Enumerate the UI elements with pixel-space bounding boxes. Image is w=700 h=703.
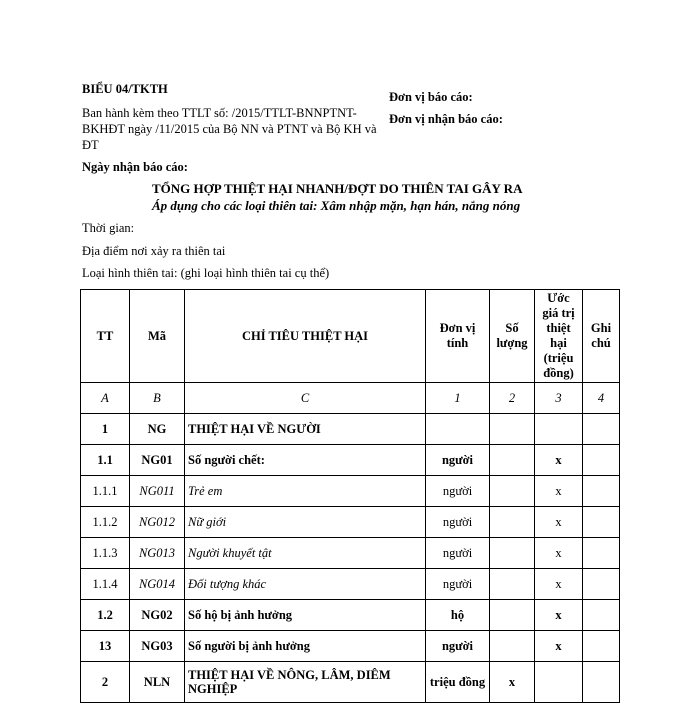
row-note bbox=[583, 507, 620, 538]
table-row bbox=[81, 476, 620, 507]
table-row bbox=[81, 600, 620, 631]
row-tt: 2 bbox=[81, 662, 130, 703]
column-header: Đơn vị tính bbox=[426, 290, 490, 383]
table-row bbox=[81, 445, 620, 476]
time-line: Thời gian: bbox=[82, 221, 135, 235]
column-header: Mã bbox=[130, 290, 185, 383]
row-quantity bbox=[490, 600, 535, 631]
table-row bbox=[81, 507, 620, 538]
column-header: Số lượng bbox=[490, 290, 535, 383]
row-quantity bbox=[490, 476, 535, 507]
row-value bbox=[535, 414, 583, 445]
row-code: NLN bbox=[130, 662, 185, 703]
table-row bbox=[81, 569, 620, 600]
table-row bbox=[81, 631, 620, 662]
column-letter: B bbox=[130, 383, 185, 414]
row-quantity bbox=[490, 445, 535, 476]
table-body bbox=[81, 290, 620, 703]
disaster-type-line: Loại hình thiên tai: (ghi loại hình thiên tai cụ thể) bbox=[82, 266, 330, 280]
row-code: NG014 bbox=[130, 569, 185, 600]
row-unit: người bbox=[426, 476, 490, 507]
row-code: NG02 bbox=[130, 600, 185, 631]
row-quantity bbox=[490, 507, 535, 538]
column-letter: 3 bbox=[535, 383, 583, 414]
row-quantity: x bbox=[490, 662, 535, 703]
row-quantity bbox=[490, 538, 535, 569]
damage-table bbox=[80, 289, 620, 703]
row-quantity bbox=[490, 569, 535, 600]
column-letter: 1 bbox=[426, 383, 490, 414]
column-letter: 2 bbox=[490, 383, 535, 414]
row-note bbox=[583, 662, 620, 703]
row-name: Số người chết: bbox=[185, 445, 426, 476]
row-code: NG011 bbox=[130, 476, 185, 507]
row-name: THIỆT HẠI VỀ NGƯỜI bbox=[185, 414, 426, 445]
row-tt: 1.1.1 bbox=[81, 476, 130, 507]
column-letter-row bbox=[81, 383, 620, 414]
row-note bbox=[583, 569, 620, 600]
row-unit: người bbox=[426, 538, 490, 569]
form-code: BIỂU 04/TKTH bbox=[82, 82, 168, 96]
place-line: Địa điểm nơi xảy ra thiên tai bbox=[82, 244, 226, 258]
report-subtitle: Áp dụng cho các loại thiên tai: Xâm nhập mặn, hạn hán, nắng nóng bbox=[152, 198, 521, 213]
table-row bbox=[81, 414, 620, 445]
row-quantity bbox=[490, 631, 535, 662]
row-note bbox=[583, 600, 620, 631]
row-tt: 1.1.3 bbox=[81, 538, 130, 569]
row-code: NG012 bbox=[130, 507, 185, 538]
row-note bbox=[583, 414, 620, 445]
row-code: NG03 bbox=[130, 631, 185, 662]
column-letter: A bbox=[81, 383, 130, 414]
row-unit: người bbox=[426, 507, 490, 538]
column-header: Ghi chú bbox=[583, 290, 620, 383]
column-letter: C bbox=[185, 383, 426, 414]
row-name: THIỆT HẠI VỀ NÔNG, LÂM, DIÊM NGHIỆP bbox=[185, 662, 426, 703]
row-name: Số hộ bị ảnh hưởng bbox=[185, 600, 426, 631]
row-name: Số người bị ảnh hưởng bbox=[185, 631, 426, 662]
row-value: x bbox=[535, 445, 583, 476]
report-title: TỔNG HỢP THIỆT HẠI NHANH/ĐỢT DO THIÊN TAI GÂY RA bbox=[152, 181, 523, 196]
row-value: x bbox=[535, 631, 583, 662]
row-unit bbox=[426, 414, 490, 445]
row-unit: người bbox=[426, 631, 490, 662]
row-name: Nữ giới bbox=[185, 507, 426, 538]
table-header-row bbox=[81, 290, 620, 383]
row-value: x bbox=[535, 569, 583, 600]
table-row bbox=[81, 538, 620, 569]
row-name: Trẻ em bbox=[185, 476, 426, 507]
row-name: Đối tượng khác bbox=[185, 569, 426, 600]
row-code: NG013 bbox=[130, 538, 185, 569]
column-header: TT bbox=[81, 290, 130, 383]
row-unit: triệu đồng bbox=[426, 662, 490, 703]
row-tt: 1.1 bbox=[81, 445, 130, 476]
received-date-label: Ngày nhận báo cáo: bbox=[82, 160, 188, 174]
row-tt: 1.1.4 bbox=[81, 569, 130, 600]
receiving-unit-label: Đơn vị nhận báo cáo: bbox=[389, 112, 503, 126]
row-value: x bbox=[535, 538, 583, 569]
row-code: NG01 bbox=[130, 445, 185, 476]
column-header: Ước giá trị thiệt hại (triệu đồng) bbox=[535, 290, 583, 383]
row-name: Người khuyết tật bbox=[185, 538, 426, 569]
row-unit: người bbox=[426, 569, 490, 600]
column-header: CHỈ TIÊU THIỆT HẠI bbox=[185, 290, 426, 383]
row-note bbox=[583, 631, 620, 662]
column-letter: 4 bbox=[583, 383, 620, 414]
row-value: x bbox=[535, 476, 583, 507]
row-value: x bbox=[535, 600, 583, 631]
reporting-unit-label: Đơn vị báo cáo: bbox=[389, 90, 473, 104]
row-note bbox=[583, 476, 620, 507]
row-code: NG bbox=[130, 414, 185, 445]
row-note bbox=[583, 445, 620, 476]
row-unit: hộ bbox=[426, 600, 490, 631]
table-row bbox=[81, 662, 620, 703]
row-tt: 13 bbox=[81, 631, 130, 662]
row-value: x bbox=[535, 507, 583, 538]
row-note bbox=[583, 538, 620, 569]
row-value bbox=[535, 662, 583, 703]
row-quantity bbox=[490, 414, 535, 445]
issued-text: Ban hành kèm theo TTLT số: /2015/TTLT-BNNPTNT-BKHĐT ngày /11/2015 của Bộ NN và PTNT và Bộ KH và ĐT bbox=[82, 106, 377, 152]
row-tt: 1 bbox=[81, 414, 130, 445]
row-tt: 1.2 bbox=[81, 600, 130, 631]
row-tt: 1.1.2 bbox=[81, 507, 130, 538]
row-unit: người bbox=[426, 445, 490, 476]
